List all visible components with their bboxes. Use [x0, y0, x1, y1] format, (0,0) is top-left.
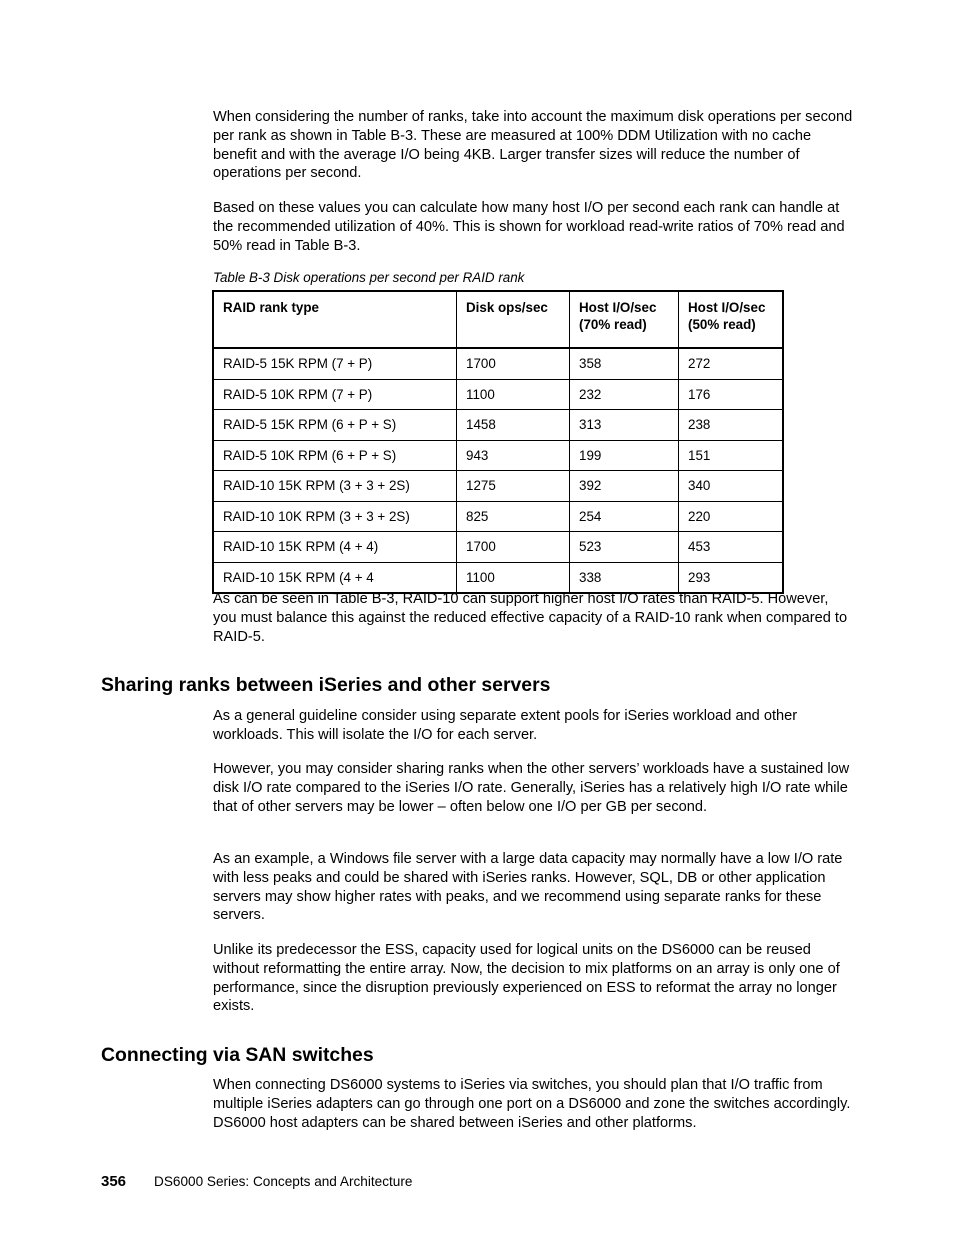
- cell-raid-rank-type: RAID-5 10K RPM (6 + P + S): [213, 440, 457, 471]
- paragraph-san-switches: When connecting DS6000 systems to iSeries via switches, you should plan that I/O traffic from multiple iSeries adapters can go through one port on a DS6000 and zone the switches accordingly. DS6000 host adapters can be shared between iSeries and other platforms.: [213, 1077, 851, 1131]
- cell-host-io-50: 151: [679, 440, 784, 471]
- cell-host-io-50: 453: [679, 532, 784, 563]
- header-host-io-50: Host I/O/sec (50% read): [679, 291, 784, 348]
- table-row: [213, 410, 783, 441]
- cell-disk-ops: 1100: [457, 379, 570, 410]
- header-disk-ops: Disk ops/sec: [457, 291, 570, 348]
- cell-host-io-50: 293: [679, 562, 784, 593]
- cell-host-io-50: 176: [679, 379, 784, 410]
- section-heading-san-switches: Connecting via SAN switches: [101, 1044, 374, 1066]
- table-caption: Table B-3 Disk operations per second per RAID rank: [213, 270, 525, 285]
- table-row: [213, 562, 783, 593]
- table-row: [213, 501, 783, 532]
- cell-host-io-50: 272: [679, 348, 784, 379]
- cell-disk-ops: 825: [457, 501, 570, 532]
- paragraph-guideline: As a general guideline consider using separate extent pools for iSeries workload and other workloads. This will isolate the I/O for each server.: [213, 708, 798, 743]
- cell-host-io-70: 254: [570, 501, 679, 532]
- cell-raid-rank-type: RAID-10 15K RPM (3 + 3 + 2S): [213, 471, 457, 502]
- cell-host-io-50: 340: [679, 471, 784, 502]
- table-row: [213, 532, 783, 563]
- cell-raid-rank-type: RAID-5 15K RPM (7 + P): [213, 348, 457, 379]
- cell-raid-rank-type: RAID-10 10K RPM (3 + 3 + 2S): [213, 501, 457, 532]
- table-row: [213, 440, 783, 471]
- header-raid-rank-type: RAID rank type: [213, 291, 457, 348]
- cell-host-io-70: 313: [570, 410, 679, 441]
- section-heading-sharing-ranks: Sharing ranks between iSeries and other servers: [101, 674, 551, 696]
- cell-disk-ops: 1700: [457, 348, 570, 379]
- cell-raid-rank-type: RAID-10 15K RPM (4 + 4: [213, 562, 457, 593]
- footer-book-title: DS6000 Series: Concepts and Architecture: [154, 1174, 413, 1189]
- page-number: 356: [101, 1173, 127, 1190]
- intro-paragraph-host-io: Based on these values you can calculate how many host I/O per second each rank can handle at the recommended utilization of 40%. This is shown for workload read-write ratios of 70% read and 50% read in Table B-3.: [213, 200, 845, 254]
- cell-disk-ops: 1700: [457, 532, 570, 563]
- cell-host-io-70: 358: [570, 348, 679, 379]
- cell-disk-ops: 1100: [457, 562, 570, 593]
- cell-host-io-50: 220: [679, 501, 784, 532]
- cell-disk-ops: 1458: [457, 410, 570, 441]
- table-row: [213, 379, 783, 410]
- paragraph-sharing-ranks: However, you may consider sharing ranks when the other servers’ workloads have a sustained low disk I/O rate compared to the iSeries I/O rate. Generally, iSeries has a relatively high I/O rate while that of other servers may be lower – often below one I/O per GB per second.: [213, 761, 850, 815]
- header-host-io-70: Host I/O/sec (70% read): [570, 291, 679, 348]
- cell-disk-ops: 943: [457, 440, 570, 471]
- cell-host-io-70: 232: [570, 379, 679, 410]
- cell-disk-ops: 1275: [457, 471, 570, 502]
- raid-ops-table: [212, 290, 784, 594]
- cell-raid-rank-type: RAID-10 15K RPM (4 + 4): [213, 532, 457, 563]
- paragraph-ess-predecessor: Unlike its predecessor the ESS, capacity used for logical units on the DS6000 can be reused without reformatting the entire array. Now, the decision to mix platforms on an array is only one of performance, since the disruption previously experienced on ESS to reformat the array no longer exists.: [213, 942, 840, 1015]
- paragraph-raid10-comparison: As can be seen in Table B-3, RAID-10 can support higher host I/O rates than RAID-5. However, you must balance this against the reduced effective capacity of a RAID-10 rank when compared to RAID-5.: [213, 591, 848, 645]
- intro-paragraph-ranks: When considering the number of ranks, take into account the maximum disk operations per second per rank as shown in Table B-3. These are measured at 100% DDM Utilization with no cache benefit and with the average I/O being 4KB. Larger transfer sizes will reduce the number of operations per second.: [213, 109, 853, 182]
- cell-host-io-70: 199: [570, 440, 679, 471]
- cell-host-io-70: 392: [570, 471, 679, 502]
- table-row: [213, 348, 783, 379]
- cell-raid-rank-type: RAID-5 15K RPM (6 + P + S): [213, 410, 457, 441]
- cell-host-io-50: 238: [679, 410, 784, 441]
- table-header-row: [213, 291, 783, 348]
- table-row: [213, 471, 783, 502]
- cell-host-io-70: 338: [570, 562, 679, 593]
- paragraph-windows-example: As an example, a Windows file server with a large data capacity may normally have a low I/O rate with less peaks and could be shared with iSeries ranks. However, SQL, DB or other application servers may show higher rates with peaks, and we recommend using separate ranks for these servers.: [213, 851, 843, 924]
- cell-host-io-70: 523: [570, 532, 679, 563]
- cell-raid-rank-type: RAID-5 10K RPM (7 + P): [213, 379, 457, 410]
